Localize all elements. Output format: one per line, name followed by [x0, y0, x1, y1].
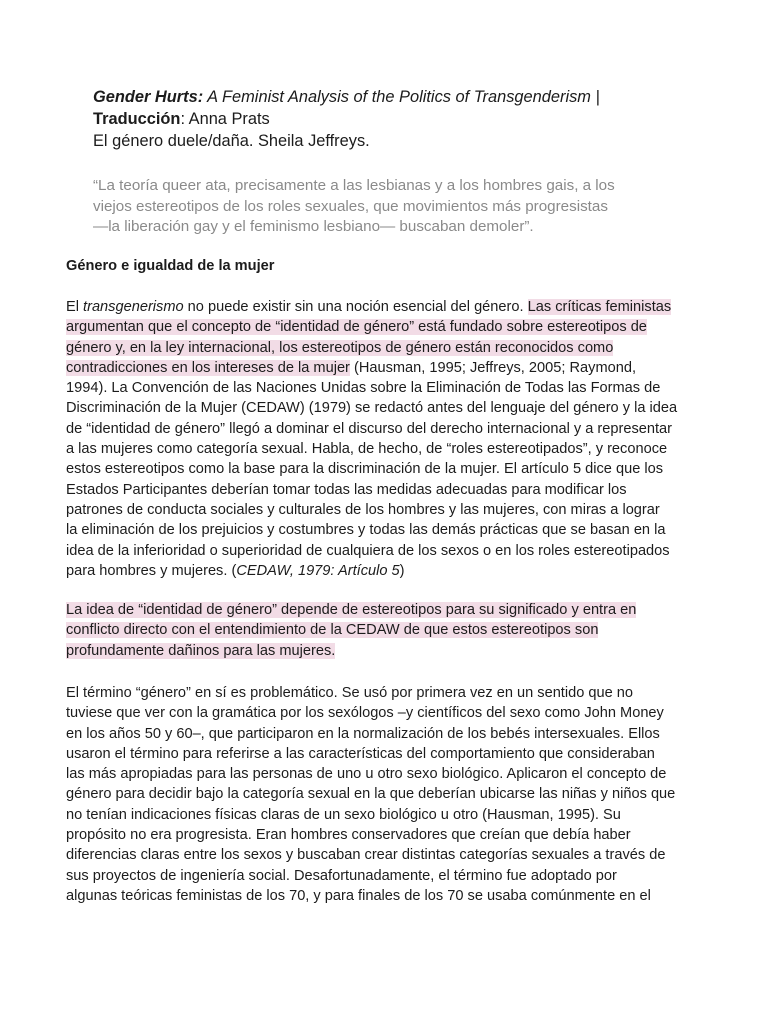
- paragraph-line: tuviese que ver con la gramática por los sexólogos –y científicos del sexo como John Money: [66, 705, 664, 722]
- paragraph-2: [66, 600, 706, 661]
- title-italic: A Feminist Analysis of the Politics of Transgenderism |: [203, 88, 600, 106]
- paragraph-line: propósito no era progresista. Eran hombres conservadores que creían que debía haber: [66, 827, 631, 844]
- quote-line: —la liberación gay y el feminismo lesbiano— buscaban demoler”.: [93, 218, 534, 235]
- translation-line: [93, 108, 713, 130]
- citation: CEDAW, 1979: Artículo 5: [236, 562, 400, 579]
- paragraph-line: [66, 358, 706, 378]
- document-header: [93, 86, 713, 152]
- text-run: (Hausman, 1995; Jeffreys, 2005; Raymond,: [349, 359, 637, 376]
- paragraph-line: género para decidir bajo la categoría sexual en la que deberían ubicarse las niñas y niños que: [66, 786, 676, 803]
- paragraph-line: la eliminación de los prejuicios y costumbres y todas las demás prácticas que se basan en la: [66, 522, 666, 539]
- highlighted-text: profundamente dañinos para las mujeres.: [66, 642, 336, 659]
- highlighted-text: Las críticas feministas: [527, 299, 672, 315]
- paragraph-line: no tenían indicaciones físicas claras de un sexo biológico u otro (Hausman, 1995). Su: [66, 806, 621, 823]
- paragraph-line: [66, 561, 706, 581]
- paragraph-1: [66, 297, 706, 581]
- translation-label: Traducción: [93, 110, 181, 128]
- paragraph-line: [66, 317, 706, 337]
- paragraph-line: patrones de conducta sociales y culturales de los hombres y las mujeres, con miras a lograr: [66, 501, 660, 518]
- highlighted-text: La idea de “identidad de género” depende de estereotipos para su significado y entra en: [66, 602, 637, 618]
- paragraph-3: [66, 683, 706, 906]
- paragraph-line: estos estereotipos como la base para la discriminación de la mujer. El artículo 5 dice que los: [66, 461, 664, 478]
- paragraph-line: en los años 50 y 60–, que participaron en la normalización de los bebés intersexuales. Ellos: [66, 725, 660, 742]
- paragraph-line: Estados Participantes deberían tomar todas las medidas adecuadas para modificar los: [66, 481, 627, 498]
- paragraph-line: Discriminación de la Mujer (CEDAW) (1979) se redactó antes del lenguaje del género y la idea: [66, 400, 678, 417]
- paragraph-line: [66, 620, 706, 640]
- paragraph-line: 1994). La Convención de las Naciones Unidas sobre la Eliminación de Todas las Formas de: [66, 380, 661, 397]
- paragraph-line: [66, 297, 706, 317]
- paragraph-line: diferencias claras entre los sexos y buscaban crear distintas categorías sexuales a través de: [66, 847, 666, 864]
- text-run: para hombres y mujeres. (: [66, 562, 237, 579]
- paragraph-line: [66, 641, 706, 661]
- spanish-title: El género duele/daña. Sheila Jeffreys.: [93, 132, 370, 150]
- title-bold-italic: Gender Hurts:: [93, 88, 204, 106]
- paragraph-line: de “identidad de género” llegó a dominar el discurso del derecho internacional y a representar: [66, 420, 673, 437]
- text-run: no puede existir sin una noción esencial del género.: [183, 299, 528, 315]
- quote-line: viejos estereotipos de los roles sexuales, que movimientos más progresistas: [93, 197, 608, 215]
- epigraph-quote: [93, 176, 693, 238]
- paragraph-line: [66, 600, 706, 620]
- translation-value: : Anna Prats: [180, 110, 270, 128]
- paragraph-line: El término “género” en sí es problemático. Se usó por primera vez en un sentido que no: [66, 685, 634, 701]
- highlighted-text: contradicciones en los intereses de la mujer: [66, 359, 350, 376]
- paragraph-line: [66, 338, 706, 358]
- title-line: [93, 86, 713, 108]
- paragraph-line: idea de la inferioridad o superioridad de cualquiera de los sexos o en los roles estereotipados: [66, 542, 670, 559]
- highlighted-text: conflicto directo con el entendimiento de la CEDAW de que estos estereotipos son: [66, 622, 599, 639]
- paragraph-line: las más apropiadas para las personas de uno u otro sexo biológico. Aplicaron el concepto de: [66, 766, 667, 783]
- section-heading: Género e igualdad de la mujer: [66, 258, 275, 274]
- paragraph-line: usaron el término para referirse a las características del comportamiento que consideraban: [66, 745, 655, 762]
- italic-term: transgenerismo: [83, 299, 184, 315]
- quote-line: “La teoría queer ata, precisamente a las lesbianas y a los hombres gais, a los: [93, 177, 615, 194]
- highlighted-text: argumentan que el concepto de “identidad de género” está fundado sobre estereotipos de: [66, 319, 647, 336]
- paragraph-line: a las mujeres como categoría sexual. Habla, de hecho, de “roles estereotipados”, y reconoce: [66, 441, 668, 458]
- text-run: El: [66, 299, 84, 315]
- paragraph-line: algunas teóricas feministas de los 70, y para finales de los 70 se usaba comúnmente en el: [66, 887, 651, 904]
- highlighted-text: género y, en la ley internacional, los estereotipos de género están reconocidos como: [66, 339, 614, 356]
- paragraph-line: sus proyectos de ingeniería social. Desafortunadamente, el término fue adoptado por: [66, 867, 617, 884]
- text-run: ): [399, 562, 405, 579]
